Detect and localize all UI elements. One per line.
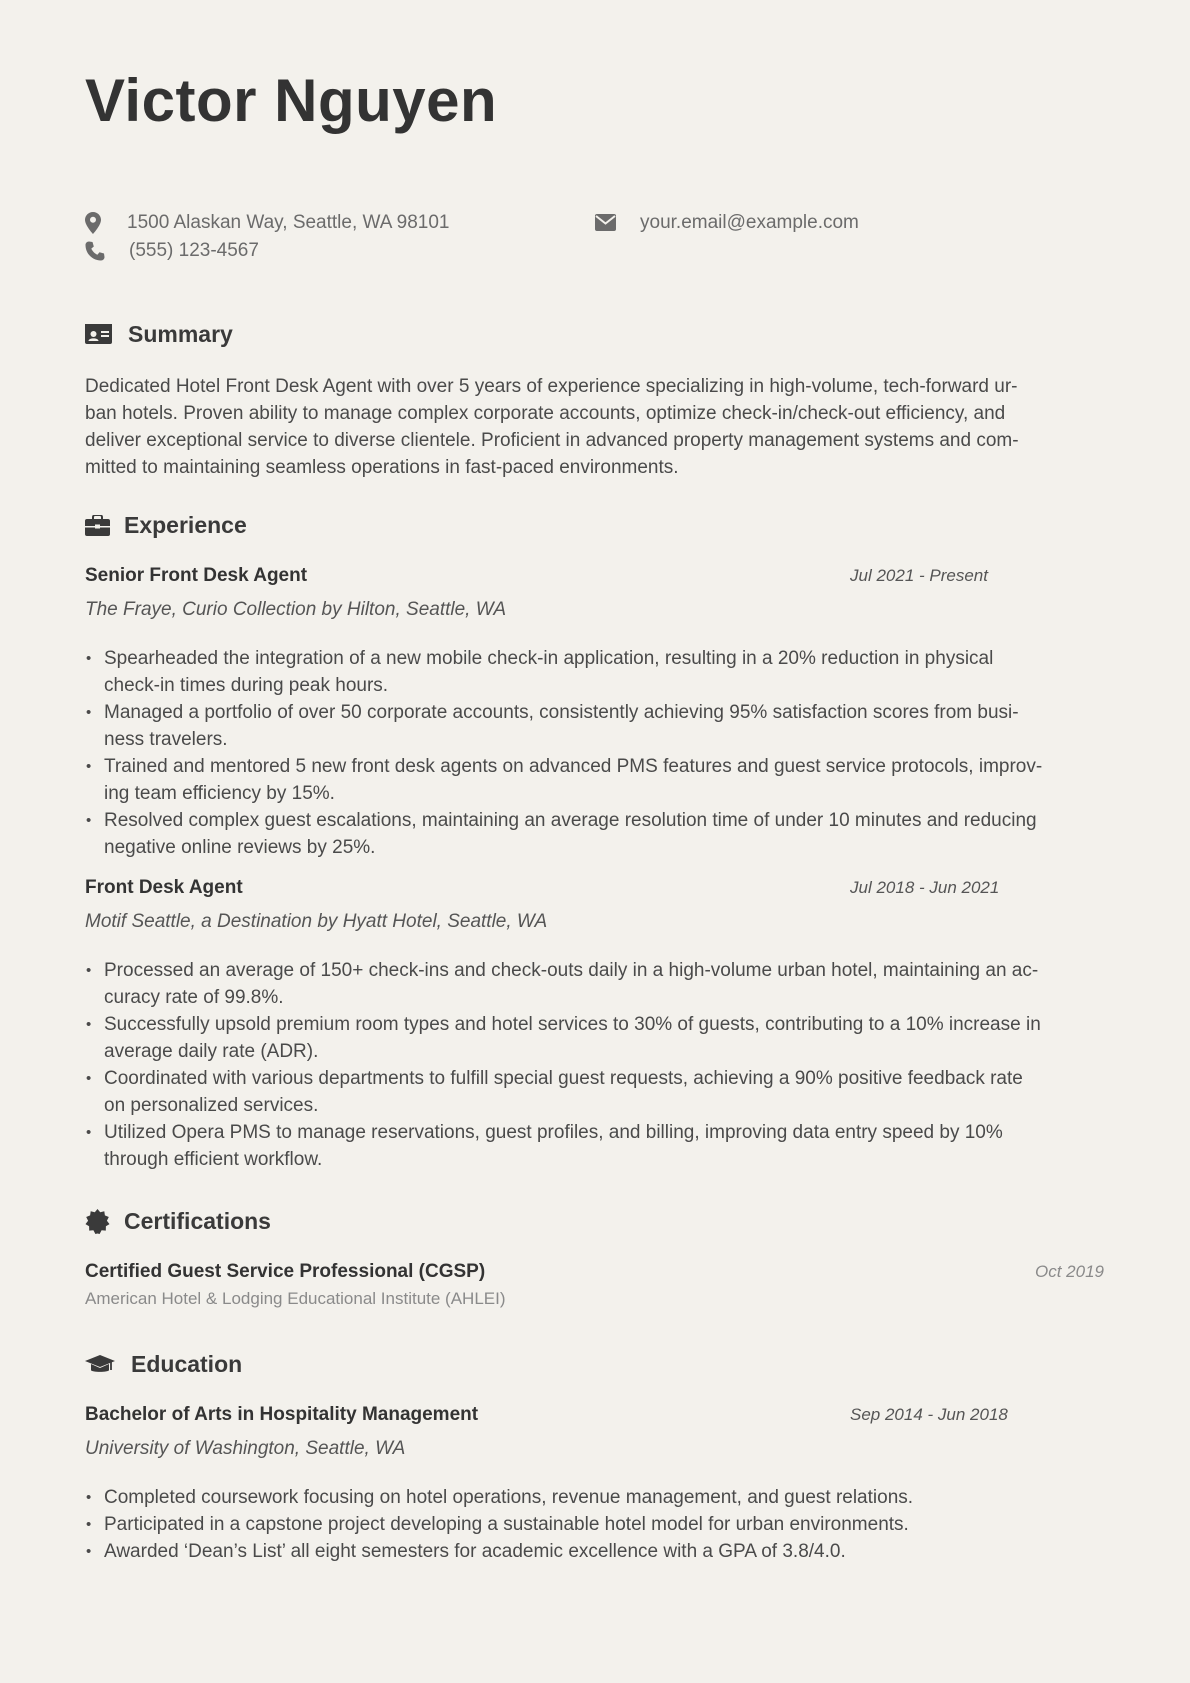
candidate-name: Victor Nguyen — [85, 67, 498, 134]
education-date: Sep 2014 - Jun 2018 — [850, 1405, 1008, 1424]
job-bullets — [85, 645, 1129, 861]
email-link[interactable]: your.email@example.com — [640, 212, 859, 233]
map-marker-icon — [85, 212, 103, 234]
list-item: • Utilized Opera PMS to manage reservations, guest profiles, and billing, improving data entry speed by 10% through efficient workflow. — [104, 1119, 1129, 1173]
list-item: • Trained and mentored 5 new front desk agents on advanced PMS features and guest service protocols, improv- ing team efficiency by 15%. — [104, 753, 1129, 807]
graduation-cap-icon — [85, 1354, 115, 1376]
summary-line: mitted to maintaining seamless operations in fast-paced environments. — [85, 457, 679, 478]
list-item: • Coordinated with various departments to fulfill special guest requests, achieving a 90% positive feedback rate on personalized services. — [104, 1065, 1129, 1119]
certifications-heading — [85, 1208, 271, 1235]
summary-line: Dedicated Hotel Front Desk Agent with over 5 years of experience specializing in high-volume, tech-forward ur- — [85, 376, 1018, 397]
list-item: • Processed an average of 150+ check-ins and check-outs daily in a high-volume urban hotel, maintaining an ac- curacy rate of 99.8%. — [104, 957, 1129, 1011]
contact-email — [595, 212, 859, 234]
list-item: • Completed coursework focusing on hotel operations, revenue management, and guest relations. — [104, 1484, 1129, 1511]
address-text: 1500 Alaskan Way, Seattle, WA 98101 — [127, 212, 450, 233]
summary-title: Summary — [128, 321, 233, 347]
summary-text — [85, 373, 1110, 481]
phone-text: (555) 123-4567 — [129, 240, 259, 261]
contact-phone — [85, 240, 259, 262]
summary-line: ban hotels. Proven ability to manage complex corporate accounts, optimize check-in/check-out efficiency, and — [85, 403, 1006, 424]
list-item: • Participated in a capstone project developing a sustainable hotel model for urban environments. — [104, 1511, 1129, 1538]
job-bullets — [85, 957, 1129, 1173]
list-item: • Resolved complex guest escalations, maintaining an average resolution time of under 10 minutes and reducing negative online reviews by 25%. — [104, 807, 1129, 861]
contact-address — [85, 212, 450, 234]
education-heading — [85, 1351, 242, 1378]
school-name: University of Washington, Seattle, WA — [85, 1438, 406, 1459]
job-title: Front Desk Agent — [85, 877, 243, 898]
experience-heading — [85, 512, 247, 539]
list-item: • Successfully upsold premium room types and hotel services to 30% of guests, contributing to a 10% increase in average daily rate (ADR). — [104, 1011, 1129, 1065]
list-item: • Managed a portfolio of over 50 corporate accounts, consistently achieving 95% satisfaction scores from busi- ness travelers. — [104, 699, 1129, 753]
education-title: Education — [131, 1351, 243, 1377]
list-item: • Spearheaded the integration of a new mobile check-in application, resulting in a 20% reduction in physical check-in times during peak hours. — [104, 645, 1129, 699]
job-title: Senior Front Desk Agent — [85, 565, 308, 586]
certification-date: Oct 2019 — [1035, 1262, 1104, 1281]
job-organization: Motif Seattle, a Destination by Hyatt Hotel, Seattle, WA — [85, 911, 548, 932]
list-item: • Awarded ‘Dean’s List’ all eight semesters for academic excellence with a GPA of 3.8/4.0. — [104, 1538, 1129, 1565]
certificate-icon — [85, 1209, 111, 1235]
envelope-icon — [595, 214, 617, 232]
experience-title: Experience — [124, 512, 247, 538]
certifications-title: Certifications — [124, 1208, 271, 1234]
summary-line: deliver exceptional service to diverse clientele. Proficient in advanced property management systems and com- — [85, 430, 1019, 451]
briefcase-icon — [85, 515, 111, 537]
education-bullets — [85, 1484, 1129, 1565]
job-organization: The Fraye, Curio Collection by Hilton, Seattle, WA — [85, 599, 506, 620]
summary-heading — [85, 321, 233, 348]
certification-name: Certified Guest Service Professional (CGSP) — [85, 1261, 486, 1282]
certification-issuer: American Hotel & Lodging Educational Institute (AHLEI) — [85, 1289, 506, 1308]
id-card-icon — [85, 324, 113, 346]
job-date: Jul 2021 - Present — [850, 566, 988, 585]
degree-title: Bachelor of Arts in Hospitality Management — [85, 1404, 479, 1425]
phone-icon — [85, 241, 107, 261]
job-date: Jul 2018 - Jun 2021 — [850, 878, 1000, 897]
